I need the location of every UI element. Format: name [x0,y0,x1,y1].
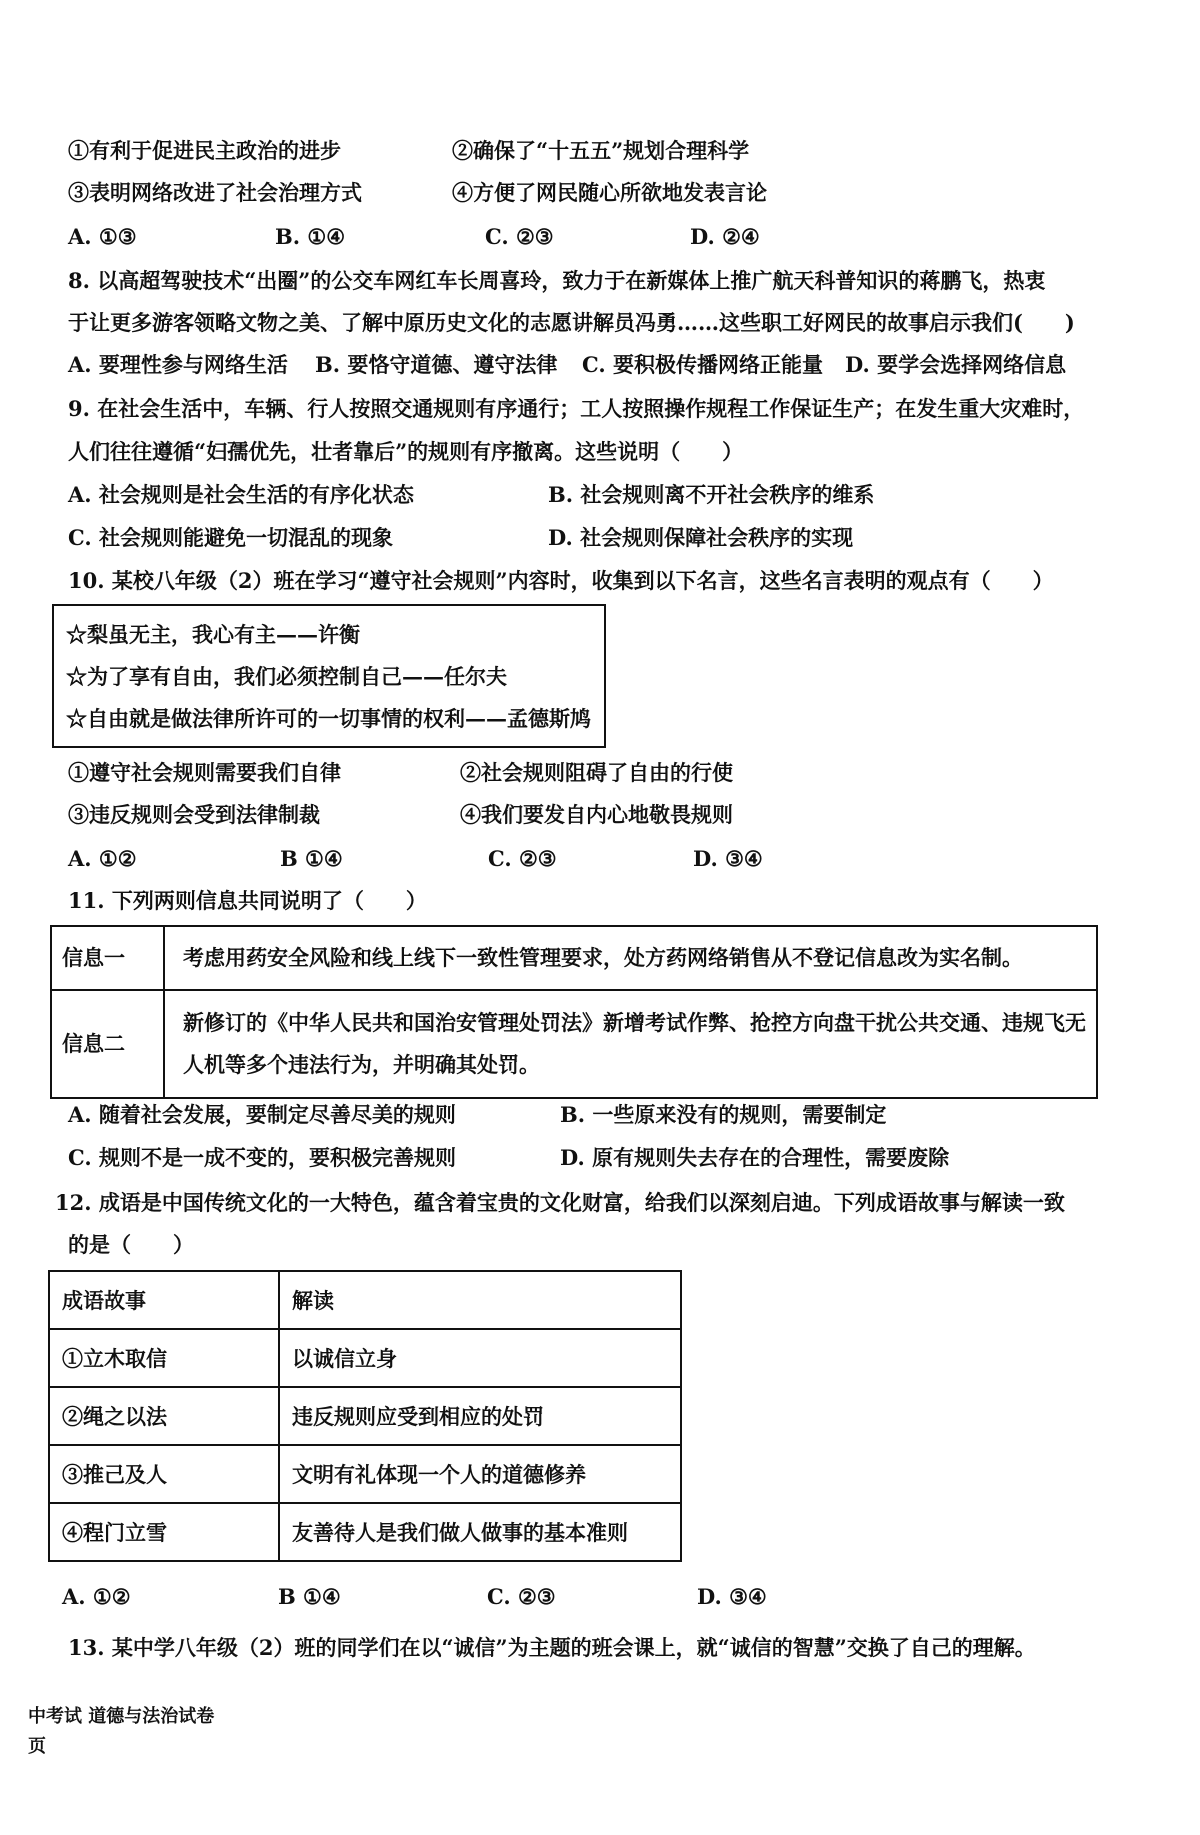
q8-option-d: D. 要学会选择网络信息 [845,352,1067,377]
q8-option-a: A. 要理性参与网络生活 [68,352,288,377]
q12-row-1-reading: 以诚信立身 [279,1329,681,1387]
footer-exam-title: 中考试 道德与法治试卷 [28,1706,215,1727]
q10-statement-1: ①遵守社会规则需要我们自律 [68,760,341,785]
q13-stem-line-1: 13. 某中学八年级（2）班的同学们在以“诚信”为主题的班会课上，就“诚信的智慧”交换了自己的理解。 [68,1635,1036,1660]
q10-statement-3: ③违反规则会受到法律制裁 [68,802,320,827]
q12-header-story: 成语故事 [49,1271,279,1329]
q8-option-c: C. 要积极传播网络正能量 [582,352,823,377]
q11-info-2-label: 信息二 [51,990,164,1098]
q9-option-b: B. 社会规则离不开社会秩序的维系 [548,482,875,507]
q8-option-b: B. 要恪守道德、遵守法律 [315,352,558,377]
q11-option-d: D. 原有规则失去存在的合理性，需要废除 [560,1145,950,1170]
q10-stem: 10. 某校八年级（2）班在学习“遵守社会规则”内容时，收集到以下名言，这些名言表明的观点有（ ） [68,568,1054,593]
q11-stem: 11. 下列两则信息共同说明了（ ） [68,888,427,913]
q12-row-4-reading: 友善待人是我们做人做事的基本准则 [279,1503,681,1561]
q11-option-b: B. 一些原来没有的规则，需要制定 [560,1102,887,1127]
q11-info-table [50,925,1098,1099]
q12-row-3-story: ③推己及人 [49,1445,279,1503]
q9-option-c: C. 社会规则能避免一切混乱的现象 [68,525,393,550]
q9-option-a: A. 社会规则是社会生活的有序化状态 [68,482,414,507]
q10-option-a: A. ①② [68,846,137,871]
q12-row-2-reading: 违反规则应受到相应的处罚 [279,1387,681,1445]
q11-info-2-text [164,990,1097,1098]
q11-info-1-text: 考虑用药安全风险和线上线下一致性管理要求，处方药网络销售从不登记信息改为实名制。 [164,926,1097,990]
q7-statement-2: ②确保了“十五五”规划合理科学 [452,138,750,163]
q7-option-b: B. ①④ [275,224,346,249]
q12-option-b: B ①④ [278,1584,341,1609]
q7-statement-1: ①有利于促进民主政治的进步 [68,138,341,163]
q12-option-d: D. ③④ [697,1584,767,1609]
q10-quote-2: ☆为了享有自由，我们必须控制自己——任尔夫 [66,664,507,689]
q12-row-1-story: ①立木取信 [49,1329,279,1387]
q7-option-c: C. ②③ [485,224,554,249]
q11-info-2-line-1: 新修订的《中华人民共和国治安管理处罚法》新增考试作弊、抢控方向盘干扰公共交通、违规飞无 [183,1010,1086,1035]
q8-stem-line-1: 8. 以高超驾驶技术“出圈”的公交车网红车长周喜玲，致力于在新媒体上推广航天科普知识的蒋鹏飞，热衷 [68,268,1046,293]
q12-row-4-story: ④程门立雪 [49,1503,279,1561]
q7-option-d: D. ②④ [690,224,760,249]
footer-page-label: 页 [28,1736,46,1757]
q8-stem-line-2: 于让更多游客领略文物之美、了解中原历史文化的志愿讲解员冯勇……这些职工好网民的故事启示我们( ) [68,310,1075,335]
q10-statement-2: ②社会规则阻碍了自由的行使 [460,760,733,785]
q12-row-3-reading: 文明有礼体现一个人的道德修养 [279,1445,681,1503]
q10-quote-box [52,604,606,748]
q10-quote-3: ☆自由就是做法律所许可的一切事情的权利——孟德斯鸠 [66,706,591,731]
q10-option-d: D. ③④ [693,846,763,871]
q11-option-a: A. 随着社会发展，要制定尽善尽美的规则 [68,1102,456,1127]
q7-statement-3: ③表明网络改进了社会治理方式 [68,180,362,205]
q11-option-c: C. 规则不是一成不变的，要积极完善规则 [68,1145,456,1170]
q10-option-b: B ①④ [280,846,343,871]
q10-option-c: C. ②③ [488,846,557,871]
q12-row-2-story: ②绳之以法 [49,1387,279,1445]
q11-info-1-label: 信息一 [51,926,164,990]
q9-option-d: D. 社会规则保障社会秩序的实现 [548,525,854,550]
q12-stem-line-1: 12. 成语是中国传统文化的一大特色，蕴含着宝贵的文化财富，给我们以深刻启迪。下列成语故事与解读一致 [55,1190,1065,1215]
q7-option-a: A. ①③ [68,224,137,249]
q9-stem-line-1: 9. 在社会生活中，车辆、行人按照交通规则有序通行；工人按照操作规程工作保证生产；在发生重大灾难时， [68,396,1085,421]
q10-quote-1: ☆梨虽无主，我心有主——许衡 [66,622,360,647]
q12-option-a: A. ①② [62,1584,131,1609]
q12-idiom-table [48,1270,682,1562]
q10-statement-4: ④我们要发自内心地敬畏规则 [460,802,733,827]
q11-info-2-line-2: 人机等多个违法行为，并明确其处罚。 [183,1052,540,1077]
q9-stem-line-2: 人们往往遵循“妇孺优先，壮者靠后”的规则有序撤离。这些说明（ ） [68,439,744,464]
q12-stem-line-2: 的是（ ） [68,1232,194,1257]
q7-statement-4: ④方便了网民随心所欲地发表言论 [452,180,767,205]
q12-header-reading: 解读 [279,1271,681,1329]
q12-option-c: C. ②③ [487,1584,556,1609]
